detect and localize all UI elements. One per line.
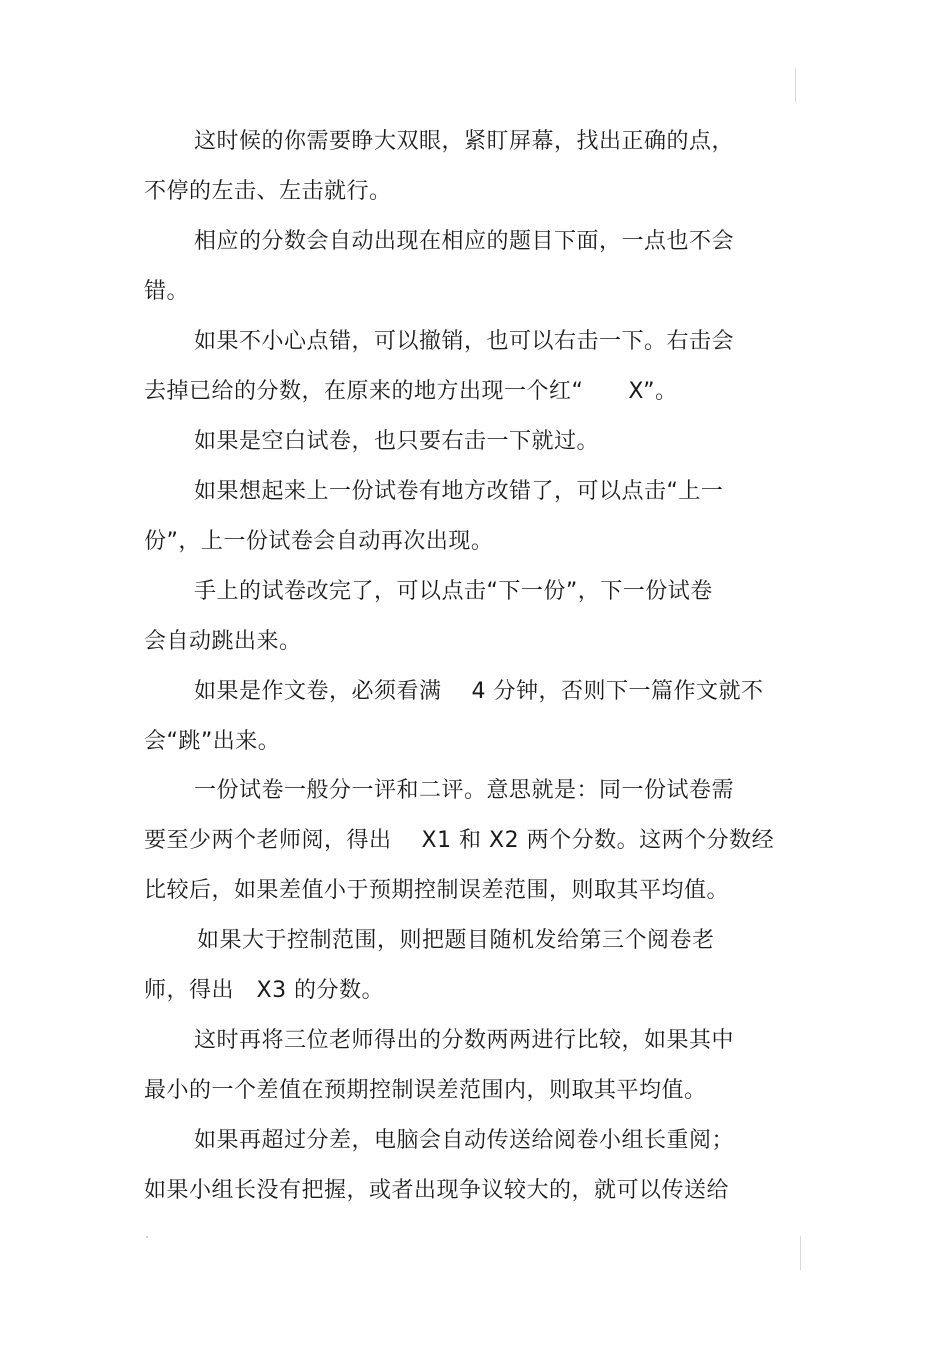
- text-line: 手上的试卷改完了，可以点击“下一份”，下一份试卷: [194, 579, 713, 604]
- text-line: 如果想起来上一份试卷有地方改错了，可以点击“上一: [194, 479, 724, 504]
- text-line: 一份试卷一般分一评和二评。意思就是：同一份试卷需: [194, 778, 735, 803]
- text-line: 去掉已给的分数，在原来的地方出现一个红“ X”。: [144, 379, 678, 404]
- text-line: 如果再超过分差，电脑会自动传送给阅卷小组长重阅；: [194, 1128, 735, 1153]
- text-line: 份”，上一份试卷会自动再次出现。: [144, 529, 494, 554]
- text-line: 师，得出 X3 的分数。: [144, 978, 385, 1003]
- text-line: 错。: [144, 279, 190, 304]
- text-line: 这时再将三位老师得出的分数两两进行比较，如果其中: [194, 1028, 735, 1053]
- page-corner-dot: [146, 1236, 148, 1238]
- text-line: 要至少两个老师阅，得出 X1 和 X2 两个分数。这两个分数经: [144, 828, 775, 853]
- text-line: 如果是空白试卷，也只要右击一下就过。: [194, 429, 600, 454]
- text-line: 不停的左击、左击就行。: [144, 179, 392, 204]
- text-line: 相应的分数会自动出现在相应的题目下面，一点也不会: [194, 229, 735, 254]
- text-line: 会自动跳出来。: [144, 629, 302, 654]
- text-line: 比较后，如果差值小于预期控制误差范围，则取其平均值。: [144, 878, 730, 903]
- page-corner-mark: [800, 1236, 801, 1270]
- text-line: 最小的一个差值在预期控制误差范围内，则取其平均值。: [144, 1078, 707, 1103]
- text-line: 如果是作文卷，必须看满 4 分钟，否则下一篇作文就不: [194, 679, 764, 704]
- text-line: 如果不小心点错，可以撤销，也可以右击一下。右击会: [194, 329, 735, 354]
- text-line: 会“跳”出来。: [144, 729, 281, 754]
- page-corner-mark: [795, 68, 796, 102]
- text-line: 如果小组长没有把握，或者出现争议较大的，就可以传送给: [144, 1178, 730, 1203]
- text-line: 这时候的你需要睁大双眼，紧盯屏幕，找出正确的点，: [194, 129, 735, 154]
- text-line: 如果大于控制范围，则把题目随机发给第三个阅卷老: [197, 928, 715, 953]
